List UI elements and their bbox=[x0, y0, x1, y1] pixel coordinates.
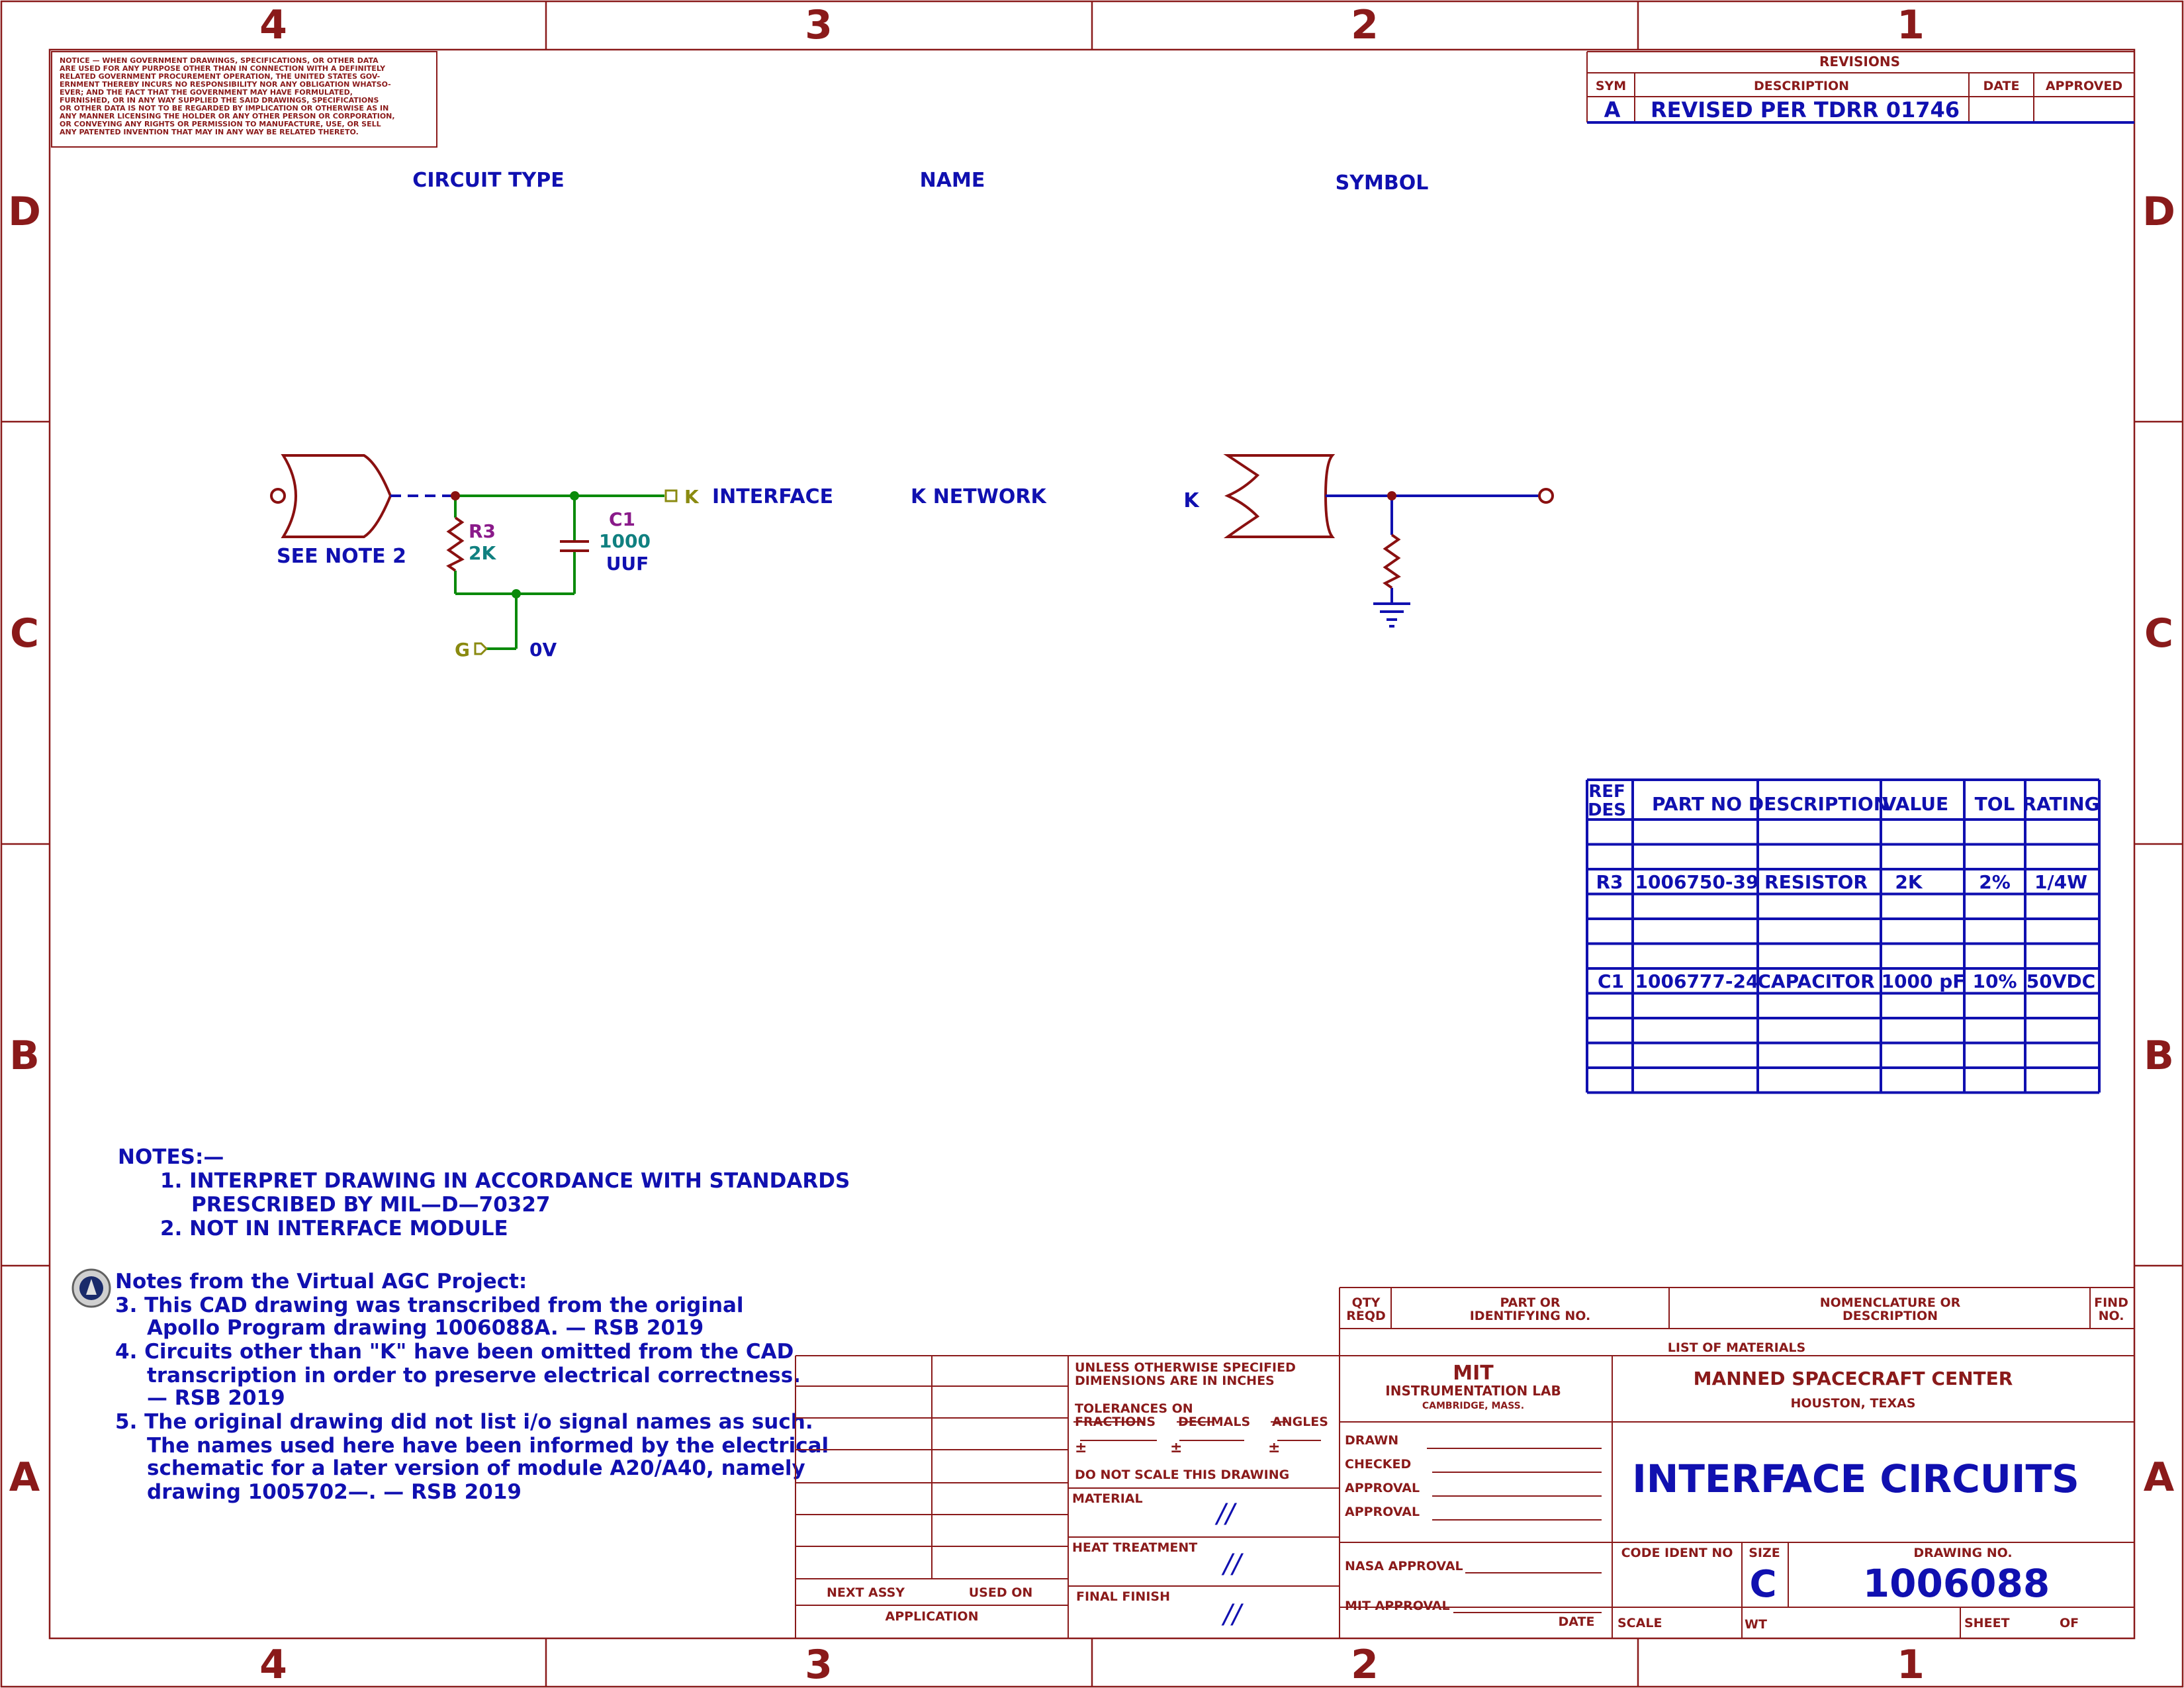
interface-label: INTERFACE bbox=[712, 485, 834, 508]
materials-header-description: DESCRIPTION bbox=[1842, 1309, 1938, 1323]
zone-col-3-top: 3 bbox=[805, 2, 833, 48]
weight-label: WT bbox=[1745, 1617, 1767, 1632]
drawing-title: INTERFACE CIRCUITS bbox=[1632, 1456, 2079, 1501]
angles-label: ANGLES bbox=[1272, 1415, 1328, 1429]
symbol-resistor bbox=[1385, 535, 1398, 588]
parts-header-part-no: PART NO bbox=[1651, 793, 1743, 815]
heading-symbol: SYMBOL bbox=[1335, 171, 1429, 195]
zone-row-a-right: A bbox=[2143, 1454, 2175, 1501]
parts-header-description: DESCRIPTION bbox=[1748, 793, 1889, 815]
do-not-scale-label: DO NOT SCALE THIS DRAWING bbox=[1075, 1468, 1290, 1482]
notice-line: ANY MANNER LICENSING THE HOLDER OR ANY OTHER PERSON OR CORPORATION, bbox=[60, 112, 395, 120]
materials-header-no: NO. bbox=[2098, 1309, 2124, 1323]
zone-row-d-left: D bbox=[8, 189, 41, 235]
drawing-number: 1006088 bbox=[1862, 1561, 2050, 1606]
heading-name: NAME bbox=[919, 169, 985, 192]
msc-label: MANNED SPACECRAFT CENTER bbox=[1693, 1368, 2013, 1389]
notice-line: ERNMENT THEREBY INCURS NO RESPONSIBILITY NOR ANY OBLIGATION WHATSO- bbox=[60, 80, 391, 89]
zone-col-1-bottom: 1 bbox=[1897, 1642, 1925, 1688]
r3-value-label: 2K bbox=[469, 542, 496, 564]
parts-header-tol: TOL bbox=[1974, 793, 2015, 815]
parts-cell: 50VDC bbox=[2026, 970, 2096, 992]
zone-row-b-left: B bbox=[9, 1033, 40, 1079]
zone-col-2-top: 2 bbox=[1351, 2, 1379, 48]
note-line: 2. NOT IN INTERFACE MODULE bbox=[160, 1217, 508, 1241]
final-finish-label: FINAL FINISH bbox=[1076, 1589, 1170, 1604]
parts-cell: R3 bbox=[1596, 871, 1623, 893]
parts-cell: C1 bbox=[1597, 970, 1625, 992]
k-network-symbol bbox=[1183, 455, 1553, 626]
parts-cell: 1006777-24 bbox=[1635, 970, 1759, 992]
drawing-notes bbox=[118, 1145, 850, 1241]
symbol-wires bbox=[1326, 496, 1540, 602]
materials-header-find: FIND bbox=[2094, 1295, 2128, 1310]
nasa-approval-label: NASA APPROVAL bbox=[1345, 1559, 1463, 1573]
approval-label-2: APPROVAL bbox=[1345, 1505, 1420, 1519]
zone-row-d-right: D bbox=[2142, 189, 2175, 235]
vagc-note-line: schematic for a later version of module A20/A40, namely bbox=[147, 1456, 805, 1480]
mit-approval-label: MIT APPROVAL bbox=[1345, 1599, 1450, 1613]
vagc-note-line: — RSB 2019 bbox=[147, 1386, 285, 1410]
parts-cell: CAPACITOR bbox=[1757, 970, 1875, 992]
list-of-materials-caption: LIST OF MATERIALS bbox=[1667, 1340, 1806, 1355]
zone-row-a-left: A bbox=[9, 1454, 40, 1501]
r3-ref-label: R3 bbox=[469, 520, 496, 542]
parts-cell: 2% bbox=[1979, 871, 2011, 893]
application-label: APPLICATION bbox=[885, 1609, 979, 1624]
scale-label: SCALE bbox=[1617, 1616, 1662, 1630]
instrumentation-lab-label: INSTRUMENTATION LAB bbox=[1385, 1383, 1561, 1399]
materials-header-reqd: REQD bbox=[1346, 1309, 1386, 1323]
decimals-label: DECIMALS bbox=[1178, 1415, 1251, 1429]
note-line: 1. INTERPRET DRAWING IN ACCORDANCE WITH STANDARDS bbox=[160, 1169, 850, 1193]
heading-circuit-type: CIRCUIT TYPE bbox=[412, 169, 565, 192]
zone-col-4-bottom: 4 bbox=[259, 1642, 287, 1688]
g-port-marker bbox=[475, 643, 486, 654]
sheet-label: SHEET bbox=[1964, 1616, 2010, 1630]
title-block bbox=[827, 1295, 2128, 1632]
fractions-tolerance: ± bbox=[1075, 1440, 1087, 1456]
government-notice bbox=[52, 52, 437, 147]
vagc-note-line: transcription in order to preserve electrical correctness. bbox=[147, 1364, 801, 1387]
drawing-size: C bbox=[1749, 1563, 1777, 1606]
parts-cell: 1000 pF bbox=[1881, 970, 1966, 992]
revisions-title: REVISIONS bbox=[1819, 54, 1900, 70]
circuit-name: K NETWORK bbox=[911, 485, 1046, 508]
vagc-note-line: drawing 1005702—. — RSB 2019 bbox=[147, 1480, 522, 1504]
zone-row-c-right: C bbox=[2144, 610, 2174, 657]
notice-line: OR CONVEYING ANY RIGHTS OR PERMISSION TO MANUFACTURE, USE, OR SELL bbox=[60, 120, 381, 128]
parts-header-des: DES bbox=[1587, 800, 1627, 820]
notice-line: EVER; AND THE FACT THAT THE GOVERNMENT MAY HAVE FORMULATED, bbox=[60, 88, 353, 97]
parts-cell: 2K bbox=[1895, 871, 1923, 893]
zone-col-4-top: 4 bbox=[259, 2, 287, 48]
dimensions-label: DIMENSIONS ARE IN INCHES bbox=[1075, 1374, 1275, 1388]
parts-table bbox=[1587, 780, 2100, 1093]
symbol-junction bbox=[1387, 491, 1396, 500]
k-port-marker bbox=[666, 491, 676, 501]
mit-label: MIT bbox=[1453, 1362, 1494, 1385]
c1-unit-label: UUF bbox=[606, 553, 649, 575]
angles-tolerance: ± bbox=[1268, 1440, 1281, 1456]
final-finish-value: // bbox=[1223, 1599, 1242, 1630]
zone-col-3-bottom: 3 bbox=[805, 1642, 833, 1688]
k-network-schematic bbox=[271, 455, 1047, 661]
capacitor-c1 bbox=[560, 541, 589, 551]
revisions-header-date: DATE bbox=[1983, 79, 2020, 93]
tolerances-label: TOLERANCES ON bbox=[1075, 1401, 1193, 1416]
zone-row-b-right: B bbox=[2144, 1033, 2174, 1079]
vagc-note-line: 5. The original drawing did not list i/o signal names as such. bbox=[115, 1410, 813, 1434]
code-ident-label: CODE IDENT NO bbox=[1621, 1546, 1733, 1560]
revisions-block bbox=[1587, 52, 2134, 122]
heat-treatment-label: HEAT TREATMENT bbox=[1072, 1540, 1198, 1555]
heat-treatment-value: // bbox=[1223, 1549, 1242, 1579]
zero-volt-label: 0V bbox=[529, 639, 557, 661]
vagc-note-line: 3. This CAD drawing was transcribed from the original bbox=[115, 1293, 744, 1317]
drawing-no-label: DRAWING NO. bbox=[1913, 1546, 2013, 1560]
symbol-input-label: K bbox=[1183, 489, 1199, 512]
parts-header-rating: RATING bbox=[2022, 793, 2100, 815]
zone-col-2-bottom: 2 bbox=[1351, 1642, 1379, 1688]
date-label: DATE bbox=[1558, 1615, 1595, 1629]
parts-table-grid bbox=[1587, 780, 2099, 1093]
notice-line: FURNISHED, OR IN ANY WAY SUPPLIED THE SAID DRAWINGS, SPECIFICATIONS bbox=[60, 96, 379, 105]
notice-line: ARE USED FOR ANY PURPOSE OTHER THAN IN CONNECTION WITH A DEFINITELY bbox=[60, 64, 386, 73]
materials-header-identifying: IDENTIFYING NO. bbox=[1469, 1309, 1591, 1323]
note-line: PRESCRIBED BY MIL—D—70327 bbox=[191, 1193, 551, 1217]
notes-title: NOTES:— bbox=[118, 1145, 224, 1169]
g-pin-label: G bbox=[455, 639, 470, 661]
materials-header-nomenclature: NOMENCLATURE OR bbox=[1819, 1295, 1961, 1310]
approval-label-1: APPROVAL bbox=[1345, 1481, 1420, 1495]
zone-col-1-top: 1 bbox=[1897, 2, 1925, 48]
revisions-header-approved: APPROVED bbox=[2045, 79, 2123, 93]
or-gate-symbol bbox=[1228, 455, 1332, 537]
parts-cell: 1006750-39 bbox=[1635, 871, 1759, 893]
fractions-label: FRACTIONS bbox=[1075, 1415, 1156, 1429]
parts-header-ref: REF bbox=[1588, 782, 1625, 802]
revision-description: REVISED PER TDRR 01746 bbox=[1651, 97, 1960, 122]
parts-header-value: VALUE bbox=[1882, 793, 1949, 815]
resistor-r3 bbox=[449, 518, 462, 571]
c1-value-label: 1000 bbox=[599, 530, 651, 552]
unless-specified-label: UNLESS OTHERWISE SPECIFIED bbox=[1075, 1360, 1296, 1375]
c1-ref-label: C1 bbox=[608, 508, 636, 530]
decimals-tolerance: ± bbox=[1170, 1440, 1183, 1456]
of-label: OF bbox=[2060, 1616, 2079, 1630]
material-label: MATERIAL bbox=[1072, 1491, 1143, 1506]
vagc-note-line: Apollo Program drawing 1006088A. — RSB 2019 bbox=[147, 1316, 704, 1340]
notice-line: RELATED GOVERNMENT PROCUREMENT OPERATION, THE UNITED STATES GOV- bbox=[60, 72, 381, 81]
vagc-note-line: 4. Circuits other than "K" have been omitted from the CAD bbox=[115, 1340, 794, 1364]
parts-cell: RESISTOR bbox=[1764, 871, 1868, 893]
vagc-notes-title: Notes from the Virtual AGC Project: bbox=[115, 1270, 527, 1293]
houston-label: HOUSTON, TEXAS bbox=[1790, 1396, 1916, 1411]
virtual-agc-notes bbox=[73, 1270, 829, 1504]
k-pin-label: K bbox=[684, 486, 699, 508]
nor-gate bbox=[271, 455, 390, 537]
zone-row-c-left: C bbox=[9, 610, 40, 657]
revisions-header-description: DESCRIPTION bbox=[1753, 79, 1850, 93]
symbol-output-terminal bbox=[1539, 489, 1553, 502]
ground-icon bbox=[1373, 604, 1410, 626]
checked-label: CHECKED bbox=[1345, 1457, 1412, 1472]
drawn-label: DRAWN bbox=[1345, 1433, 1399, 1448]
notice-line: NOTICE — WHEN GOVERNMENT DRAWINGS, SPECIFICATIONS, OR OTHER DATA bbox=[60, 56, 379, 65]
cambridge-label: CAMBRIDGE, MASS. bbox=[1422, 1401, 1525, 1411]
virtual-agc-logo-icon bbox=[73, 1270, 110, 1307]
revisions-header-sym: SYM bbox=[1595, 79, 1627, 93]
see-note-label: SEE NOTE 2 bbox=[277, 545, 406, 568]
materials-header-qty: QTY bbox=[1351, 1295, 1381, 1310]
parts-cell: 1/4W bbox=[2034, 871, 2088, 893]
materials-header-part-or: PART OR bbox=[1500, 1295, 1561, 1310]
material-value: // bbox=[1216, 1499, 1235, 1529]
size-label: SIZE bbox=[1749, 1546, 1780, 1560]
next-assy-label: NEXT ASSY bbox=[826, 1585, 905, 1600]
parts-cell: 10% bbox=[1972, 970, 2017, 992]
notice-line: ANY PATENTED INVENTION THAT MAY IN ANY WAY BE RELATED THERETO. bbox=[60, 128, 359, 136]
vagc-note-line: The names used here have been informed by the electrical bbox=[147, 1434, 829, 1458]
revision-sym: A bbox=[1604, 97, 1621, 122]
notice-line: OR OTHER DATA IS NOT TO BE REGARDED BY IMPLICATION OR OTHERWISE AS IN bbox=[60, 104, 389, 113]
used-on-label: USED ON bbox=[968, 1585, 1033, 1600]
